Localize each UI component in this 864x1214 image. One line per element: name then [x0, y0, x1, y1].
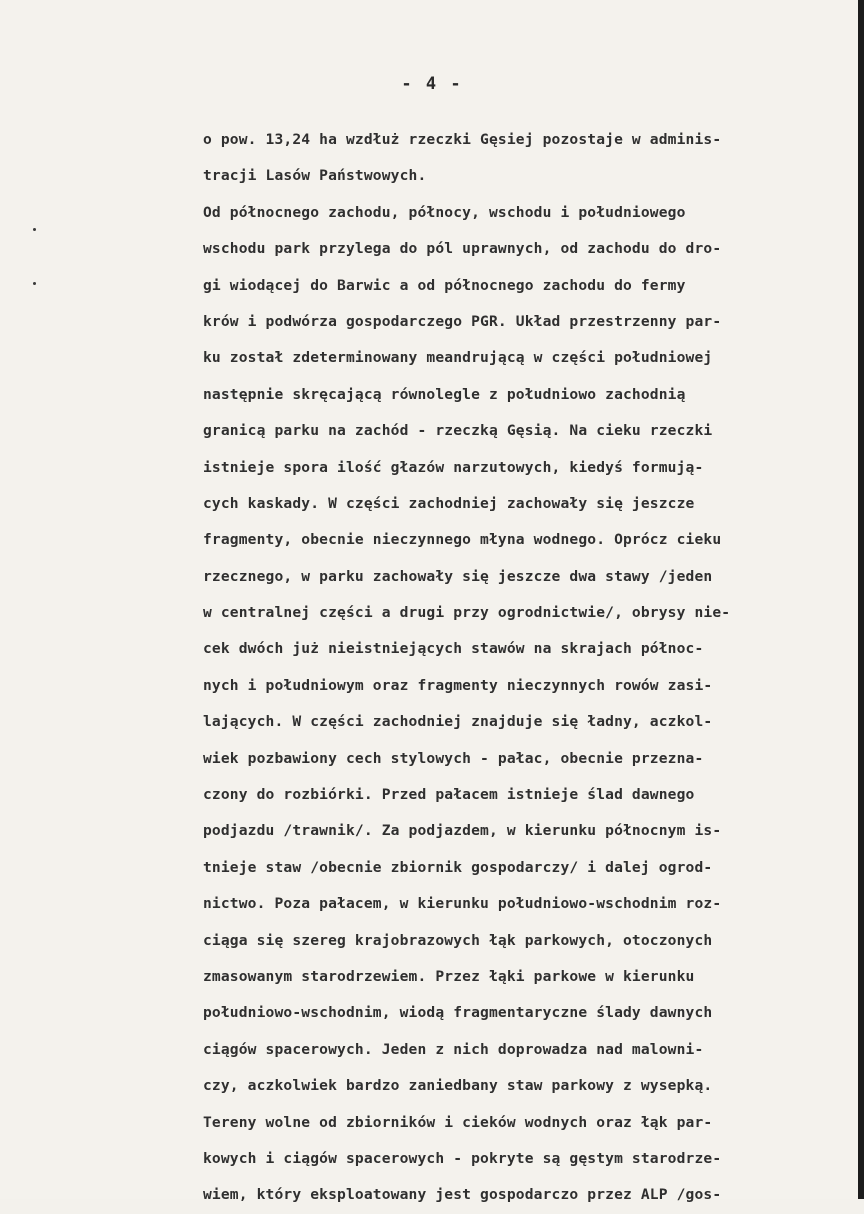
text-line: nych i południowym oraz fragmenty nieczynnych rowów zasi-	[203, 676, 713, 694]
text-line: granicą parku na zachód - rzeczką Gęsią. Na cieku rzeczki	[203, 422, 713, 440]
text-line: podjazdu /trawnik/. Za podjazdem, w kierunku północnym is-	[203, 822, 722, 840]
text-line: wiem, który eksploatowany jest gospodarczo przez ALP /gos-	[203, 1186, 722, 1204]
text-line: ciąga się szereg krajobrazowych łąk parkowych, otoczonych	[203, 931, 713, 949]
text-line: zmasowanym starodrzewiem. Przez łąki parkowe w kierunku	[203, 967, 695, 985]
text-line: tnieje staw /obecnie zbiornik gospodarczy/ i dalej ogrod-	[203, 858, 713, 876]
text-line: kowych i ciągów spacerowych - pokryte są gęstym starodrze-	[203, 1149, 722, 1167]
text-line: nictwo. Poza pałacem, w kierunku południowo-wschodnim roz-	[203, 895, 722, 913]
text-line: cych kaskady. W części zachodniej zachowały się jeszcze	[203, 494, 695, 512]
text-line: cek dwóch już nieistniejących stawów na skrajach północ-	[203, 640, 704, 658]
text-line: wschodu park przylega do pól uprawnych, od zachodu do dro-	[203, 240, 722, 258]
text-line: czy, aczkolwiek bardzo zaniedbany staw parkowy z wysepką.	[203, 1077, 713, 1095]
text-line: tracji Lasów Państwowych.	[203, 167, 427, 185]
text-line: gi wiodącej do Barwic a od północnego zachodu do fermy	[203, 276, 686, 294]
body-text	[203, 122, 823, 1214]
text-line: lających. W części zachodniej znajduje się ładny, aczkol-	[203, 713, 713, 731]
text-line: wiek pozbawiony cech stylowych - pałac, obecnie przezna-	[203, 749, 704, 767]
text-line: o pow. 13,24 ha wzdłuż rzeczki Gęsiej pozostaje w adminis-	[203, 131, 722, 148]
text-line: Tereny wolne od zbiorników i cieków wodnych oraz łąk par-	[203, 1113, 713, 1131]
text-line: południowo-wschodnim, wiodą fragmentaryczne ślady dawnych	[203, 1004, 713, 1022]
text-line: krów i podwórza gospodarczego PGR. Układ przestrzenny par-	[203, 312, 722, 330]
text-line: w centralnej części a drugi przy ogrodnictwie/, obrysy nie-	[203, 604, 731, 622]
text-line: rzecznego, w parku zachowały się jeszcze dwa stawy /jeden	[203, 567, 713, 585]
margin-mark	[33, 228, 36, 231]
text-line: istnieje spora ilość głazów narzutowych, kiedyś formują-	[203, 458, 704, 476]
text-line: ku został zdeterminowany meandrującą w części południowej	[203, 349, 713, 367]
margin-mark	[33, 282, 36, 285]
text-line: następnie skręcającą równolegle z południowo zachodnią	[203, 385, 686, 403]
text-line: fragmenty, obecnie nieczynnego młyna wodnego. Oprócz cieku	[203, 531, 722, 549]
text-line: ciągów spacerowych. Jeden z nich doprowadza nad malowni-	[203, 1040, 704, 1058]
text-line: Od północnego zachodu, północy, wschodu i południowego	[203, 203, 686, 221]
page-number: - 4 -	[401, 74, 463, 94]
text-line: czony do rozbiórki. Przed pałacem istnieje ślad dawnego	[203, 786, 695, 804]
scan-border	[858, 0, 864, 1199]
